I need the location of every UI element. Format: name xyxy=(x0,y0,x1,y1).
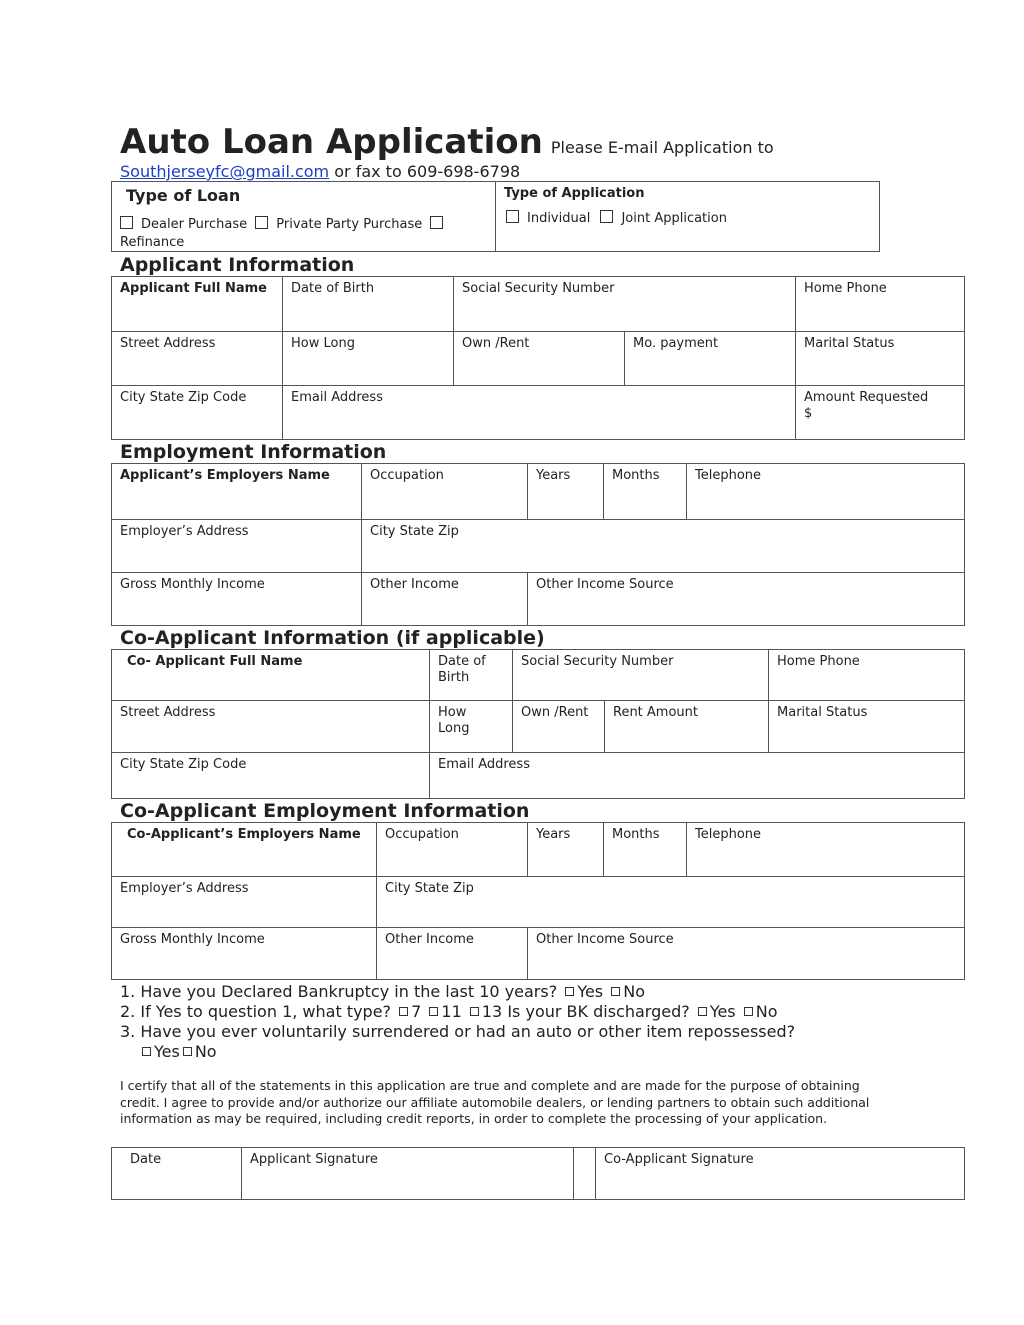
employer-telephone-field[interactable]: Telephone xyxy=(687,464,965,520)
title-text: Auto Loan Application xyxy=(120,122,543,162)
signature-table xyxy=(111,1147,965,1200)
co-rent-amount-field[interactable]: Rent Amount xyxy=(605,701,769,753)
co-ssn-field[interactable]: Social Security Number xyxy=(513,650,769,701)
dollar-sign: $ xyxy=(804,406,813,421)
years-field[interactable]: Years xyxy=(528,464,604,520)
private-party-checkbox[interactable] xyxy=(255,216,268,229)
co-applicant-table xyxy=(111,649,965,799)
applicant-signature-field[interactable]: Applicant Signature xyxy=(242,1148,574,1200)
applicant-dob-field[interactable]: Date of Birth xyxy=(283,277,454,332)
q1-no-label: No xyxy=(623,982,645,1001)
co-city-field[interactable]: City State Zip Code xyxy=(112,753,430,799)
applicant-amount-field[interactable] xyxy=(796,386,965,440)
dealer-purchase-label: Dealer Purchase xyxy=(141,217,248,232)
applicant-email-field[interactable]: Email Address xyxy=(283,386,796,440)
months-field[interactable]: Months xyxy=(604,464,687,520)
employment-table xyxy=(111,463,965,626)
question-3 xyxy=(120,1022,795,1041)
employer-address-field[interactable]: Employer’s Address xyxy=(112,520,362,573)
co-own-rent-field[interactable]: Own /Rent xyxy=(513,701,605,753)
co-telephone-field[interactable]: Telephone xyxy=(687,823,965,877)
other-income-field[interactable]: Other Income xyxy=(362,573,528,626)
co-email-field[interactable]: Email Address xyxy=(430,753,965,799)
certification-text: I certify that all of the statements in this application are true and complete and are made for the purpose of obtaining credit. I agree to provide and/or authorize our affiliate automobile dealers, or lending partners to obtain such additional information as may be required, including credit reports, in order to complete the processing of your application. xyxy=(120,1078,870,1126)
refinance-label: Refinance xyxy=(120,235,185,250)
co-employer-address-field[interactable]: Employer’s Address xyxy=(112,877,377,928)
co-applicant-signature-field[interactable]: Co-Applicant Signature xyxy=(596,1148,965,1200)
question-1 xyxy=(120,982,645,1001)
co-applicant-heading: Co-Applicant Information (if applicable) xyxy=(120,627,545,649)
applicant-ssn-field[interactable]: Social Security Number xyxy=(454,277,796,332)
co-months-field[interactable]: Months xyxy=(604,823,687,877)
contact-line xyxy=(120,162,520,181)
co-employer-city-zip-field[interactable]: City State Zip xyxy=(377,877,965,928)
loan-type-table xyxy=(111,181,880,252)
co-marital-field[interactable]: Marital Status xyxy=(769,701,965,753)
other-income-source-field[interactable]: Other Income Source xyxy=(528,573,965,626)
private-party-label: Private Party Purchase xyxy=(276,217,423,232)
type-of-application-cell xyxy=(496,182,880,252)
question-2 xyxy=(120,1002,778,1021)
type-of-loan-heading: Type of Loan xyxy=(126,186,241,205)
q1-yes-label: Yes xyxy=(577,982,604,1001)
co-other-income-field[interactable]: Other Income xyxy=(377,928,528,980)
co-employer-name-field[interactable]: Co-Applicant’s Employers Name xyxy=(112,823,377,877)
email-link[interactable]: Southjerseyfc@gmail.com xyxy=(120,162,330,181)
co-gross-income-field[interactable]: Gross Monthly Income xyxy=(112,928,377,980)
fax-text: or fax to 609-698-6798 xyxy=(334,162,521,181)
q3-yes-label: Yes xyxy=(154,1042,180,1061)
bk13-checkbox[interactable] xyxy=(470,1007,479,1016)
q3-no-checkbox[interactable] xyxy=(183,1047,192,1056)
applicant-table xyxy=(111,276,965,440)
joint-checkbox[interactable] xyxy=(600,210,613,223)
q2-yes-label: Yes xyxy=(709,1002,736,1021)
applicant-full-name-field[interactable]: Applicant Full Name xyxy=(112,277,283,332)
employment-info-heading: Employment Information xyxy=(120,441,387,463)
bk11-label: 11 xyxy=(441,1002,462,1021)
applicant-mo-payment-field[interactable]: Mo. payment xyxy=(625,332,796,386)
co-years-field[interactable]: Years xyxy=(528,823,604,877)
applicant-info-heading: Applicant Information xyxy=(120,254,355,276)
q3-no-label: No xyxy=(194,1042,217,1061)
co-other-income-source-field[interactable]: Other Income Source xyxy=(528,928,965,980)
co-full-name-field[interactable]: Co- Applicant Full Name xyxy=(112,650,430,701)
date-field[interactable]: Date xyxy=(112,1148,242,1200)
q2-no-checkbox[interactable] xyxy=(744,1007,753,1016)
co-home-phone-field[interactable]: Home Phone xyxy=(769,650,965,701)
applicant-city-field[interactable]: City State Zip Code xyxy=(112,386,283,440)
employer-name-field[interactable]: Applicant’s Employers Name xyxy=(112,464,362,520)
applicant-street-field[interactable]: Street Address xyxy=(112,332,283,386)
amount-label: Amount Requested xyxy=(804,390,929,405)
employer-city-zip-field[interactable]: City State Zip xyxy=(362,520,965,573)
bk13-label: 13 xyxy=(481,1002,503,1021)
co-dob-field[interactable]: Date of Birth xyxy=(430,650,513,701)
co-employment-table xyxy=(111,822,965,980)
dealer-purchase-checkbox[interactable] xyxy=(120,216,133,229)
bk7-label: 7 xyxy=(411,1002,422,1021)
type-of-loan-cell xyxy=(112,182,496,252)
applicant-marital-field[interactable]: Marital Status xyxy=(796,332,965,386)
applicant-how-long-field[interactable]: How Long xyxy=(283,332,454,386)
bk-discharged-text: Is your BK discharged? xyxy=(507,1002,690,1021)
question-3-text: 3. Have you ever voluntarily surrendered or had an auto or other item repossessed? xyxy=(120,1022,796,1041)
bk7-checkbox[interactable] xyxy=(399,1007,408,1016)
type-of-application-heading: Type of Application xyxy=(504,186,645,201)
q1-no-checkbox[interactable] xyxy=(611,987,620,996)
individual-checkbox[interactable] xyxy=(506,210,519,223)
question-1-text: 1. Have you Declared Bankruptcy in the last 10 years? xyxy=(120,982,558,1001)
question-2-text: 2. If Yes to question 1, what type? xyxy=(120,1002,392,1021)
q2-yes-checkbox[interactable] xyxy=(698,1007,707,1016)
bk11-checkbox[interactable] xyxy=(429,1007,438,1016)
co-how-long-field[interactable]: How Long xyxy=(430,701,513,753)
q2-no-label: No xyxy=(755,1002,778,1021)
q3-yes-checkbox[interactable] xyxy=(142,1047,151,1056)
applicant-home-phone-field[interactable]: Home Phone xyxy=(796,277,965,332)
refinance-checkbox[interactable] xyxy=(430,216,443,229)
co-street-field[interactable]: Street Address xyxy=(112,701,430,753)
page-title xyxy=(120,122,774,162)
q1-yes-checkbox[interactable] xyxy=(565,987,574,996)
co-employment-heading: Co-Applicant Employment Information xyxy=(120,800,530,822)
gross-income-field[interactable]: Gross Monthly Income xyxy=(112,573,362,626)
question-3-options xyxy=(142,1042,217,1061)
applicant-own-rent-field[interactable]: Own /Rent xyxy=(454,332,625,386)
co-occupation-field[interactable]: Occupation xyxy=(377,823,528,877)
signature-spacer xyxy=(574,1148,596,1200)
email-instruction: Please E-mail Application to xyxy=(550,138,774,157)
individual-label: Individual xyxy=(527,211,591,226)
occupation-field[interactable]: Occupation xyxy=(362,464,528,520)
joint-label: Joint Application xyxy=(621,211,727,226)
